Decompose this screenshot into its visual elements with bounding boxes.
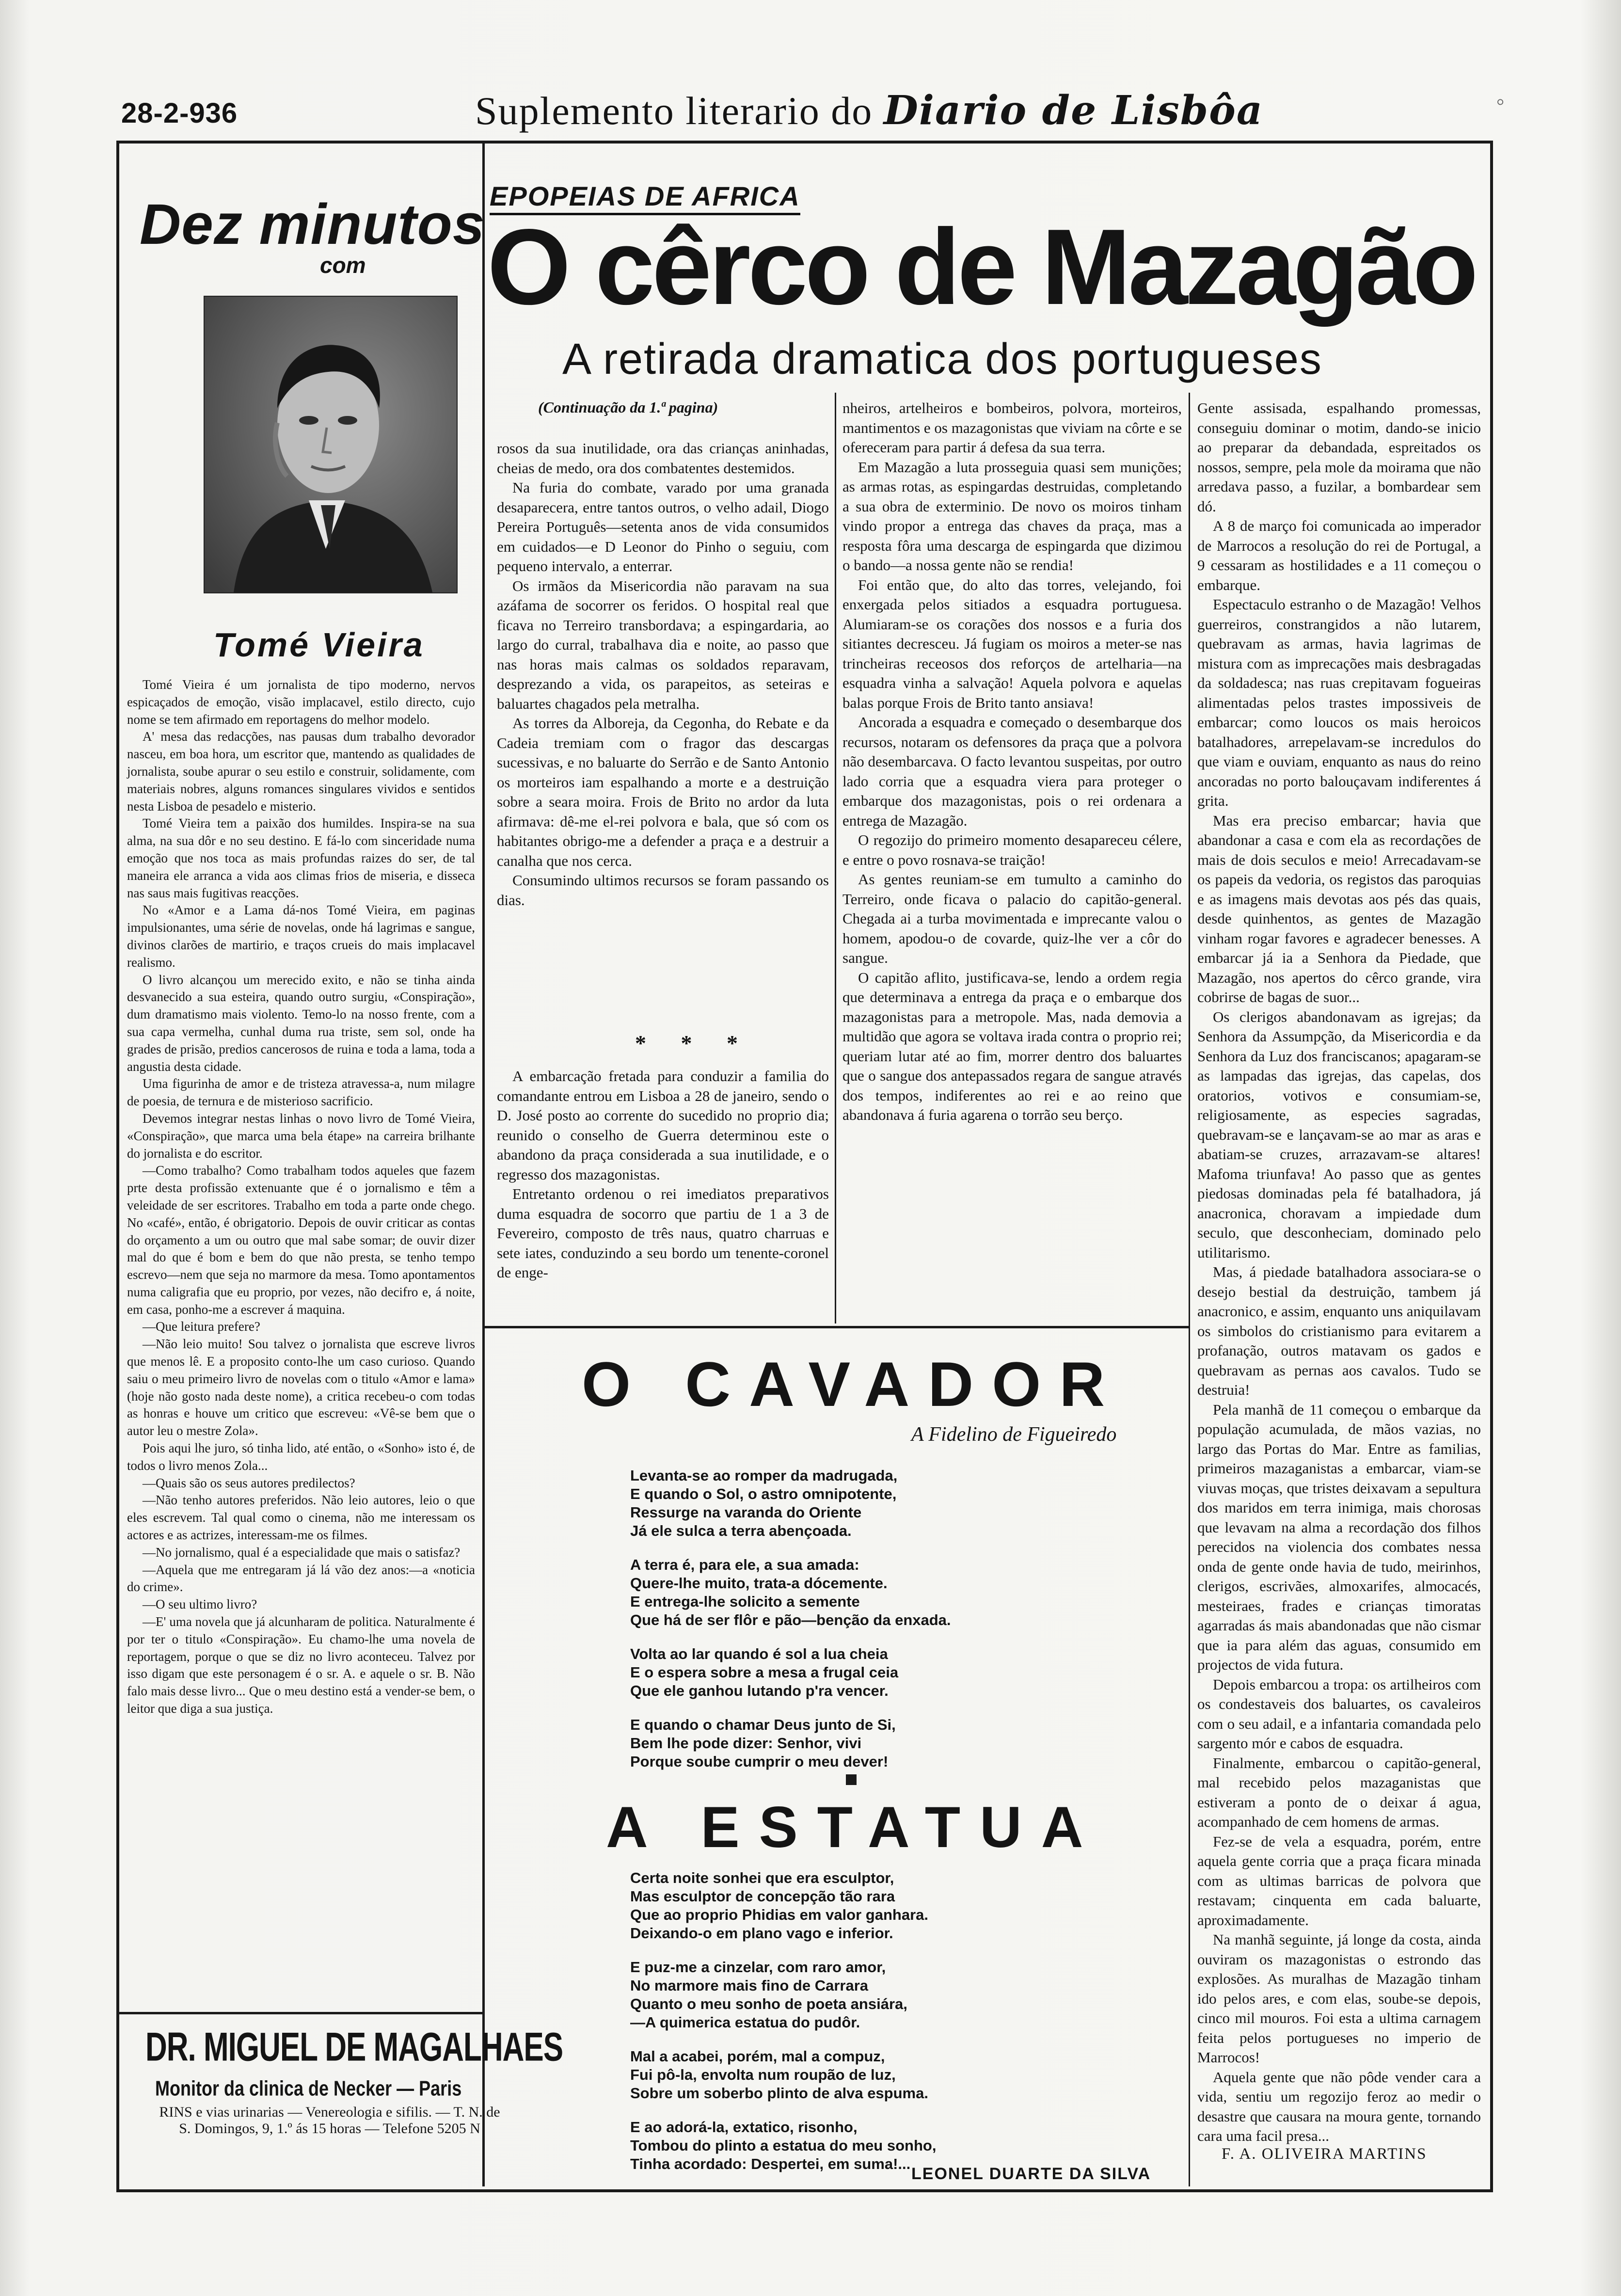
- interview-paragraph: —Não tenho autores preferidos. Não leio autores, leio o que eles escrevem. Tal qual como o cinema, não me interessam os actores e as actrizes, interessam-me os filmes.: [127, 1493, 475, 1543]
- poem-line: E ao adorá-la, extatico, risonho,: [630, 2119, 858, 2136]
- article-paragraph: Mas era preciso embarcar; havia que abandonar a casa e com ela as recordações de mais de dois seculos e meio! Arrecadavam-se os papeis da vedoria, os registos das paroquias e as imagens mais devotas aos pés das quais, desde quinhentos, as gentes de Mazagão vinham rogar favores e agradecer benesses. A embarcar já ia a Senhora da Piedade, que Mazagão, nos apertos do cêrco grande, vira cobrirse de bagas de suor...: [1197, 812, 1481, 1005]
- article-title: O cêrco de Mazagão: [487, 207, 1476, 327]
- article-column-3: [1197, 399, 1481, 2144]
- article-paragraph: Na manhã seguinte, já longe da costa, ainda ouviram os mazagonistas o estrondo das explosões. As muralhas de Mazagão tinham ido pelos ares, e com elas, soube-se depois, cinco mil mouros. Foi esta a ultima carnagem feita pelos portugueses no imperio de Marrocos!: [1197, 1931, 1481, 2066]
- column-rule: [482, 144, 485, 2186]
- poem-line: E entrega-lhe solicito a semente: [630, 1593, 860, 1610]
- interview-paragraph: —No jornalismo, qual é a especialidade que mais o satisfaz?: [143, 1545, 461, 1560]
- article-paragraph: Mas, á piedade batalhadora associara-se o desejo bestial da destruição, tambem já anacronico, e assim, enquanto uns aniquilavam os simbolos do cristianismo para evitarem a profanação, outros matavam os gados e quebravam as pernas aos cavalos. Tudo se destruia!: [1197, 1263, 1481, 1398]
- interview-paragraph: A' mesa das redacções, nas pausas dum trabalho devorador nasceu, em boa hora, um escritor que, mantendo as qualidades de jornalista, soube apurar o seu estilo e construir, solidamente, com materiais nobres, alguns romances singulares vividos e sentidos nesta Lisboa de pesadelo e misterio.: [127, 729, 475, 813]
- article-paragraph: rosos da sua inutilidade, ora das crianças aninhadas, cheias de medo, ora dos combatentes destemidos.: [497, 440, 829, 477]
- section-break-stars: * * *: [635, 1031, 752, 1055]
- section-kicker: EPOPEIAS DE AFRICA: [490, 180, 800, 215]
- article-subtitle: A retirada dramatica dos portugueses: [562, 335, 1322, 383]
- poem-line: Já ele sulca a terra abençoada.: [630, 1522, 852, 1539]
- article-paragraph: Gente assisada, espalhando promessas, conseguiu dominar o motim, dando-se inicio ao preparar da debandada, espreitados os nossos, sempre, pela mole da moirama que não arredava passo, a fuzilar, a bombardear sem dó.: [1197, 399, 1481, 515]
- article-paragraph: Na furia do combate, varado por uma granada desaparecera, entre tantos outros, o velho adail, Diogo Pereira Português—setenta anos de vida consumidos em cuidados—e D Leonor do Pinho o seguiu, com pequeno intervalo, a enterrar.: [497, 479, 829, 574]
- poem-title-estatua: A ESTATUA: [606, 1795, 1103, 1860]
- article-column-1: [497, 439, 829, 1020]
- poem-stanza: [630, 1556, 951, 1629]
- poem-stanza: [630, 1645, 951, 1700]
- poem-author: LEONEL DUARTE DA SILVA: [911, 2165, 1151, 2183]
- article-paragraph: Depois embarcou a tropa: os artilheiros com os condestaveis dos baluartes, os cavaleiros com o seu adail, e a infantaria comandada pelo sargento mór e cabos de esquadra.: [1197, 1675, 1481, 1752]
- poem-line: Levanta-se ao romper da madrugada,: [630, 1467, 898, 1484]
- interview-paragraph: —Como trabalho? Como trabalham todos aqueles que fazem prte desta profissão extenuante que é o jornalismo e têm a veleidade de ser escritores. Trabalho em toda a parte onde chego. No «café», então, é obrigatorio. Depois de ouvir criticar as contas do orçamento a um ou outro que mal sabe somar; de ouvir dizer mal do que é bom e bem do que não presta, se tenho tempo escrevo—nem que seja no marmore da mesa. Tomo apontamentos numa caligrafia que eu proprio, por vezes, não decifro e, á noite, em casa, ponho-me a escrever á maquina.: [127, 1163, 475, 1317]
- masthead-prefix: Suplemento literario do: [475, 89, 884, 133]
- article-paragraph: O capitão aflito, justificava-se, lendo a ordem regia que determinava a entrega da praça e o embarque dos mazagonistas para a metropole. Mas, nada demovia a multidão que agora se voltava irada contra o proprio rei; queriam lutar até ao fim, morrer dentro dos baluartes que o sangue dos antepassados regara de sangue através dos tempos, indiferentes ao rei e ao reino que abandonava á furia agarena o torrão seu berço.: [842, 969, 1182, 1123]
- poem-line: No marmore mais fino de Carrara: [630, 1977, 869, 1994]
- ad-details: RINS e vias urinarias — Venereologia e sifilis. — T. N. de S. Domingos, 9, 1.º ás 15 horas — Telefone 5205 N: [159, 2104, 500, 2137]
- poem-line: Quanto o meu sonho de poeta ansiára,: [630, 1995, 907, 2012]
- article-paragraph: Aquela gente que não pôde vender cara a vida, sentiu um regozijo feroz ao medir o desastre que causara na moura gente, tornando cara uma facil presa...: [1197, 2068, 1481, 2144]
- interview-paragraph: No «Amor e a Lama dá-nos Tomé Vieira, em paginas impulsionantes, uma série de novelas, onde há lagrimas e sangue, divinos clarões de martirio, e traços crueis do mais implacavel realismo.: [127, 903, 475, 970]
- article-column-2: [842, 399, 1182, 1323]
- article-paragraph: nheiros, artelheiros e bombeiros, polvora, morteiros, mantimentos e os mazagonistas que viviam na côrte e se ofereceram para partir á defesa da sua terra.: [842, 399, 1182, 456]
- poem-stanza: [630, 1869, 936, 1943]
- issue-date: 28-2-936: [121, 97, 238, 129]
- continuation-note: (Continuação da 1.ª pagina): [538, 399, 718, 416]
- article-paragraph: A 8 de março foi comunicada ao imperador de Marrocos a resolução do rei de Portugal, a 9 cessaram as hostilidades e a 11 começou o embarque.: [1197, 517, 1481, 593]
- interview-heading: Dez minutos: [140, 192, 485, 256]
- poem-cavador: [630, 1467, 951, 1786]
- interview-text: [127, 676, 475, 2005]
- article-paragraph: Entretanto ordenou o rei imediatos preparativos duma esquadra de socorro que partiu de 1 a 3 de Fevereiro, composto de três naus, quatro charruas e sete iates, conduzindo a seu bordo um tenente-coronel de enge-: [497, 1185, 829, 1281]
- poem-stanza: [630, 2118, 936, 2173]
- interview-paragraph: —E' uma novela que já alcunharam de politica. Naturalmente é por ter o titulo «Conspiração». Eu chamo-lhe uma novela de reportagem, porque o que se diz no livro aconteceu. Talvez por isso digam que este personagem é o sr. A. e aquele o sr. B. Não falo mais desse livro... Que o meu destino está a vender-se bem, o leitor que diga a sua justiça.: [127, 1614, 475, 1716]
- poem-line: Que ao proprio Phidias em valor ganhara.: [630, 1906, 928, 1923]
- article-paragraph: Em Mazagão a luta prosseguia quasi sem munições; as armas rotas, as espingardas destruidas, completando a sua obra de exterminio. De novo os moiros tinham vindo propor a entrega das chaves da praça, mas a resposta fôra uma descarga de espingarda que dizimou o bando—a nossa gente não se rendia!: [842, 458, 1182, 574]
- ad-doctor-name: DR. MIGUEL DE MAGALHAES: [145, 2025, 563, 2070]
- poem-line: Quere-lhe muito, trata-a dócemente.: [630, 1575, 888, 1592]
- article-paragraph: Espectaculo estranho o de Mazagão! Velhos guerreiros, constrangidos a não lutarem, quebravam as armas, havia lagrimas de mistura com as imprecações mais desbragadas da soldadesca; nas ruas crepitavam fogueiras alimentadas pelos trastes impossiveis de embarcar; como loucos os mais heroicos batalhadores, arrepelavam-se incredulos do que viam e ouviam, enquanto as naus do reino ancoradas no porto balouçavam indiferentes á grita.: [1197, 596, 1481, 809]
- poem-dedication: A Fidelino de Figueiredo: [911, 1423, 1117, 1446]
- article-paragraph: Fez-se de vela a esquadra, porém, entre aquela gente corria que a praça ficara minada com as ultimas barricas de polvora que restavam; cinquenta em cada baluarte, aproximadamente.: [1197, 1833, 1481, 1929]
- poem-stanza: [630, 1467, 951, 1540]
- poem-line: —A quimerica estatua do pudôr.: [630, 2014, 860, 2031]
- poem-line: Certa noite sonhei que era esculptor,: [630, 1869, 894, 1886]
- corner-mark: ◦: [1496, 88, 1505, 115]
- article-paragraph: Consumindo ultimos recursos se foram passando os dias.: [497, 872, 829, 909]
- poem-line: Porque soube cumprir o meu dever!: [630, 1753, 889, 1770]
- poem-line: E o espera sobre a mesa a frugal ceia: [630, 1664, 899, 1681]
- interview-paragraph: —O seu ultimo livro?: [143, 1597, 257, 1612]
- poem-line: Mas esculptor de concepção tão rara: [630, 1888, 895, 1905]
- column-rule: [1189, 393, 1190, 2186]
- interview-paragraph: O livro alcançou um merecido exito, e não se tinha ainda desvanecido a sua esteira, quando outro surgiu, «Conspiração», dum dramatismo mais violento. Temo-lo na nosso frente, com a sua capa vermelha, cunhal duma rua triste, sem sol, onde ha grades de prisão, predios cancerosos de ruina e toda a lama, toda a angustia desta cidade.: [127, 972, 475, 1074]
- article-paragraph: As gentes reuniam-se em tumulto a caminho do Terreiro, onde ficava o palacio do capitão-general. Chegada ai a turba movimentada e imprecante valou o homem, apodou-o de covarde, quiz-lhe ver a côr do sangue.: [842, 871, 1182, 966]
- article-paragraph: Ancorada a esquadra e começado o desembarque dos recursos, notaram os defensores da praça que a polvora não desembarcava. O facto levantou suspeitas, por outro lado corria que a esquadra viera para proteger o embarque dos mazagonistas, pois o rei ordenara a entrega de Mazagão.: [842, 714, 1182, 829]
- ornament-square: [846, 1774, 857, 1785]
- poem-stanza: [630, 1716, 951, 1771]
- poem-title-cavador: O CAVADOR: [582, 1349, 1124, 1419]
- poem-line: Que ele ganhou lutando p'ra vencer.: [630, 1682, 889, 1699]
- poem-line: Mal a acabei, porém, mal a compuz,: [630, 2048, 885, 2065]
- interview-paragraph: —Aquela que me entregaram já lá vão dez anos:—a «noticia do crime».: [127, 1562, 475, 1594]
- interview-paragraph: Tomé Vieira tem a paixão dos humildes. Inspira-se na sua alma, na sua dôr e no seu destino. E fá-lo com sinceridade numa emoção que nos toca as mais profundas raizes do ser, de tal maneira ele arranca a vida aos climas frios de miseria, e disseca nas saus mais fugitivas reacções.: [127, 816, 475, 900]
- portrait-illustration: [205, 297, 457, 592]
- poem-estatua: [630, 1869, 936, 2189]
- article-paragraph: Os irmãos da Misericordia não paravam na sua azáfama de socorrer os feridos. O hospital real que ficava no Terreiro transbordava; a espingardaria, ao largo do curral, trabalhava dia e noite, ao passo que nas horas mais calmas os soldados reparavam, desprezando a vida, os parapeitos, as seteiras e baluartes chagados pela metralha.: [497, 577, 829, 712]
- article-column-1b: [497, 1067, 829, 1323]
- interviewee-name: Tomé Vieira: [213, 626, 425, 664]
- poem-line: A terra é, para ele, a sua amada:: [630, 1556, 859, 1573]
- interview-paragraph: —Não leio muito! Sou talvez o jornalista que escreve livros que menos lê. E a proposito conto-lhe um caso curioso. Quando saiu o meu primeiro livro de novelas com o titulo «Amor e lama» (hoje não gosto nada deste nome), a critica recebeu-o com todas as honras e houve um critico que escreveu: «Vê-se bem que o autor leu o mestre Zola».: [127, 1337, 475, 1438]
- article-paragraph: Os clerigos abandonavam as igrejas; da Senhora da Assumpção, da Misericordia e da Senhora da Luz dos franciscanos; apagaram-se as lampadas das igrejas, das capelas, dos oratorios, votivos e consumiam-se, religiosamente, as especies sagradas, quebravam-se e lançavam-se ao mar as aras e abatiam-se cruzes, arrazavam-se altares! Mafoma triunfava! Ao passo que as gentes piedosas dominadas pela fé batalhadora, já anacronica, choravam a impiedade dum seculo, que desconheciam, dominado pelo utilitarismo.: [1197, 1008, 1481, 1261]
- poem-line: Bem lhe pode dizer: Senhor, vivi: [630, 1735, 862, 1752]
- masthead: [475, 87, 1263, 134]
- poem-line: Fui pô-la, envolta num roupão de luz,: [630, 2066, 896, 2083]
- poem-line: Ressurge na varanda do Oriente: [630, 1504, 862, 1521]
- poem-line: E quando o Sol, o astro omnipotente,: [630, 1485, 897, 1502]
- interview-paragraph: Pois aqui lhe juro, só tinha lido, até então, o «Sonho» isto é, de todos o livro menos Zola...: [127, 1441, 475, 1473]
- interview-paragraph: Tomé Vieira é um jornalista de tipo moderno, nervos espicaçados de emoção, visão implacavel, estilo directo, cujo nome se tem afirmado em reportagens do melhor modelo.: [127, 677, 475, 727]
- poem-stanza: [630, 1958, 936, 2032]
- interview-paragraph: —Quais são os seus autores predilectos?: [143, 1475, 355, 1490]
- interview-heading-sub: com: [320, 253, 366, 278]
- section-rule: [485, 1326, 1190, 1328]
- poem-line: E puz-me a cinzelar, com raro amor,: [630, 1959, 886, 1976]
- ad-clinic: Monitor da clinica de Necker — Paris: [155, 2076, 462, 2101]
- article-paragraph: As torres da Alboreja, da Cegonha, do Rebate e da Cadeia tremiam com o fragor das descargas sucessivas, e no baluarte do Serrão e de Santo Antonio os morteiros iam espalhando a morte e a destruição sobre a seara moira. Frois de Brito no ardor da luta afirmava: dê-me el-rei polvora e bala, que só com os habitantes obrigo-me a defender a praça e a destruir a canalha que nos cerca.: [497, 715, 829, 869]
- poem-line: Tombou do plinto a estatua do meu sonho,: [630, 2137, 937, 2154]
- column-rule: [835, 393, 836, 1323]
- article-paragraph: A embarcação fretada para conduzir a familia do comandante entrou em Lisboa a 28 de janeiro, sendo o D. José posto ao corrente do sucedido no proprio dia; reunido o conselho de Guerra determinou este o abandono da praça considerada a sua inutilidade, e o regresso dos mazagonistas.: [497, 1068, 829, 1183]
- poem-line: Tinha acordado: Despertei, em suma!...: [630, 2155, 911, 2172]
- article-paragraph: O regozijo do primeiro momento desapareceu célere, e entre o povo rosnava-se traição!: [842, 831, 1182, 868]
- poem-line: Volta ao lar quando é sol a lua cheia: [630, 1645, 888, 1662]
- poem-line: E quando o chamar Deus junto de Si,: [630, 1716, 896, 1733]
- article-paragraph: Pela manhã de 11 começou o embarque da população acumulada, de mãos vazias, no largo das Portas do Mar. Entre as familias, primeiros mazaganistas a embarcar, viam-se viuvas moças, que tristes deixavam a sepultura dos maridos em terra inimiga, mais chorosas que levavam na alma a recordação dos filhos perecidos na violencia dos combates nessa onda de gente onde havia de tudo, meirinhos, clerigos, escrivães, almoxarifes, almocacés, mesteiraes, frades e crianças timoratas agarradas ás mais abandonadas que não cismar que ia para além das aguas, consumido em projectos de vida futura.: [1197, 1401, 1481, 1673]
- article-paragraph: Foi então que, do alto das torres, velejando, foi enxergada pelos sitiados a esquadra portuguesa. Alumiaram-se os corações dos nossos e a furia dos sitiantes decresceu. Já fugiam os moiros a meter-se nas trincheiras receosos dos reforços de artelharia—na esquadra vinha a salvação! Aquela polvora e aquelas balas porque Frois de Brito tanto ansiava!: [842, 576, 1182, 711]
- poem-stanza: [630, 2047, 936, 2103]
- portrait-photo: [204, 296, 458, 593]
- article-paragraph: Finalmente, embarcou o capitão-general, mal recebido pelos mazaganistas que estiveram a ponto de o deixar á agua, acompanhado de cem homens de armas.: [1197, 1754, 1481, 1830]
- interview-paragraph: Devemos integrar nestas linhas o novo livro de Tomé Vieira, «Conspiração», que marca uma bela étape» na carreira brilhante do jornalista e do escritor.: [127, 1111, 475, 1161]
- poem-line: Sobre um soberbo plinto de alva espuma.: [630, 2085, 928, 2102]
- section-rule: [116, 2012, 485, 2014]
- article-signature: F. A. OLIVEIRA MARTINS: [1222, 2145, 1427, 2163]
- interview-paragraph: —Que leitura prefere?: [143, 1319, 260, 1334]
- masthead-name: Diario de Lisbôa: [883, 87, 1263, 134]
- interview-paragraph: Uma figurinha de amor e de tristeza atravessa-a, num milagre de poesia, de ternura e de misterioso sacrificio.: [127, 1076, 475, 1109]
- poem-line: Que há de ser flôr e pão—benção da enxada.: [630, 1611, 951, 1628]
- poem-line: Deixando-o em plano vago e inferior.: [630, 1925, 893, 1942]
